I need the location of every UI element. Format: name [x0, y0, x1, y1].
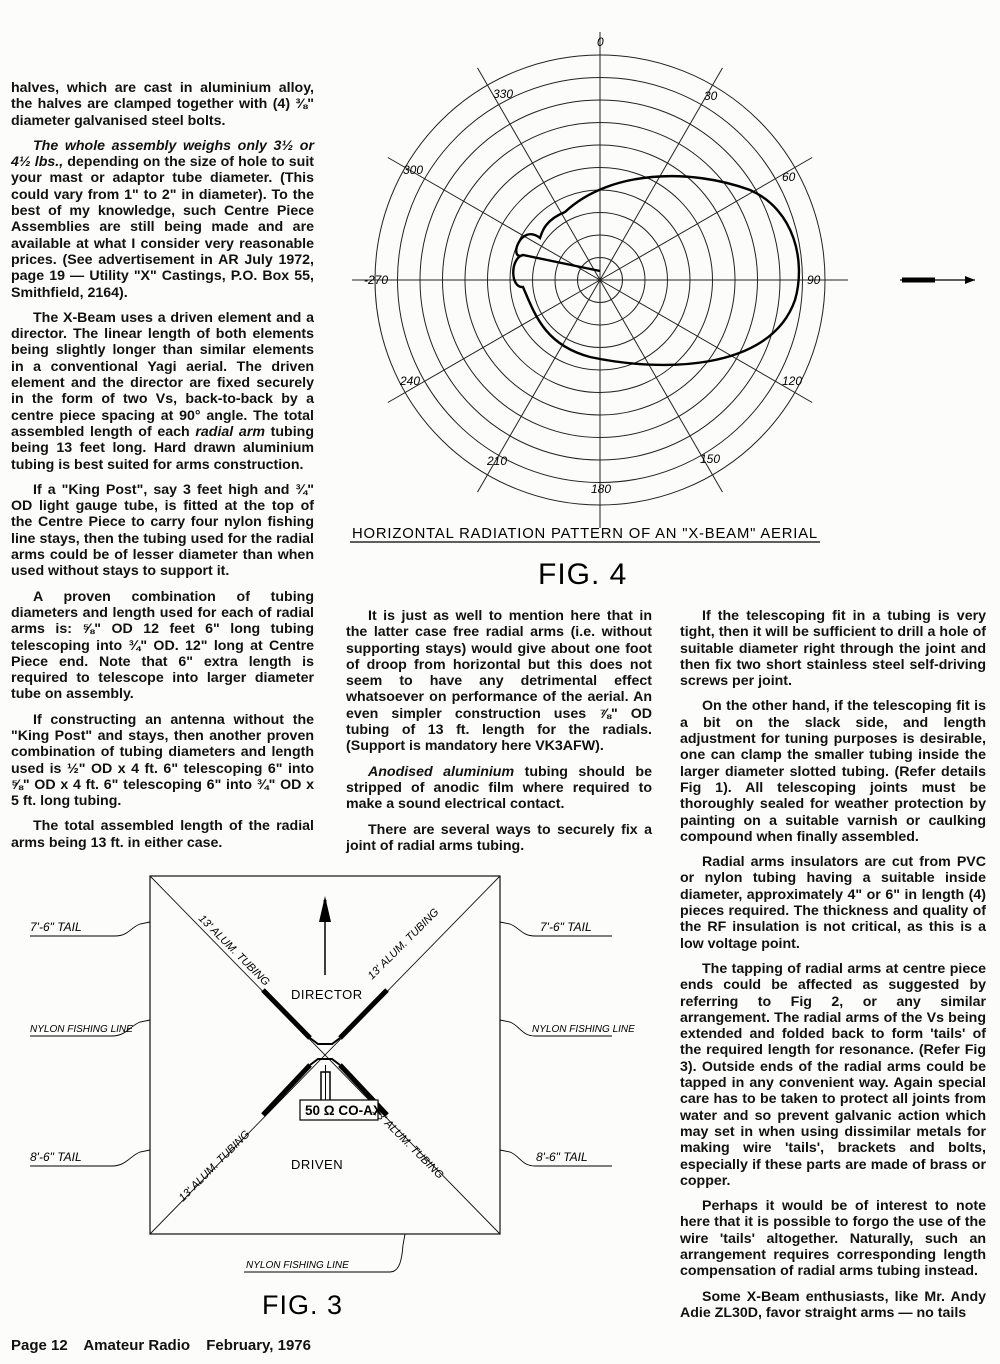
angle-label: 120 [782, 374, 803, 388]
polar-spoke [600, 280, 812, 403]
centre-piece-bottom [310, 1059, 340, 1065]
fig4-label: FIG. 4 [538, 558, 628, 591]
centre-piece-top [310, 1038, 340, 1044]
tail-label: 7'-6" TAIL [540, 920, 592, 934]
angle-label: 330 [493, 87, 514, 101]
angle-label: 150 [700, 452, 721, 466]
paragraph: The tapping of radial arms at centre piece ends could be affected as suggested by referring to Fig 2, or any similar arrangement. The radial arms of the Vs being extended and folded back to form 'tails' of the required length for resonance. (Refer Fig 3). Outside ends of the radial arms could be tapped in any convenient way. Again special care has to be taken to protect all joints from water and so prevent galvanic action which may set in when using dissimilar metals for making wire 'tails', brackets and bolts, especially if these parts are made of brass or copper. [680, 960, 986, 1189]
italic-text: Anodised aluminium [368, 763, 515, 780]
paragraph: It is just as well to mention here that in the latter case free radial arms (i.e. without supporting stays) would give about one foot of droop from horizontal but this does not seem to have any detrimental effect whatsoever on performance of the aerial. An even simpler construction uses ⅞" OD tubing of 13 ft. length for the radials. (Support is mandatory here VK3AFW). [346, 608, 652, 755]
angle-label: 300 [403, 163, 424, 177]
paragraph: If a "King Post", say 3 feet high and ¾" OD light gauge tube, is fitted at the top of the Centre Piece to carry four nylon fishing line stays, then the tubing used for the radial arms could be of lesser diameter than when used without stays to support it. [11, 481, 314, 580]
text: tubing should be stripped of anodic film where required to make a sound electrical contact. [346, 763, 652, 813]
text: depending on the size of hole to suit your mast or adaptor tube diameter. (This could vary from 1" to 2" in diameter). To the best of my knowledge, such Centre Piece Assemblies are still being made and are available at what I consider very reasonable prices. (See advertisement in AR July 1972, page 19 — Utility "X" Castings, P.O. Box 55, Smithfield, 2164). [11, 154, 314, 301]
fig3-label: FIG. 3 [262, 1290, 344, 1320]
angle-label: -270 [364, 273, 389, 287]
angle-label: 240 [400, 374, 421, 388]
middle-text-column [346, 608, 652, 863]
fig3-xbeam-diagram [0, 860, 680, 1330]
director-label: DIRECTOR [291, 987, 363, 1002]
angle-label: 180 [591, 482, 612, 496]
paragraph: If constructing an antenna without the "King Post" and stays, then another proven combination of tubing diameters and length used is ½" OD x 4 ft. 6" telescoping 6" into ⅝" OD x 4 ft. 6" telescoping 6" into ¾" OD x 5 ft. long tubing. [11, 711, 314, 810]
italic-text: The whole assembly weighs only 3½ or 4½ lbs., [11, 137, 314, 171]
issue-date: February, 1976 [206, 1337, 311, 1354]
nylon-label: NYLON FISHING LINE [30, 1024, 133, 1035]
magazine-name: Amateur Radio [83, 1337, 191, 1354]
driven-label: DRIVEN [291, 1157, 344, 1172]
angle-label: 60 [782, 170, 796, 184]
fig4-caption: HORIZONTAL RADIATION PATTERN OF AN "X-BEAM" AERIAL [352, 526, 818, 542]
right-text-column [680, 608, 986, 1330]
paragraph [346, 764, 652, 813]
page-number: Page 12 [11, 1337, 68, 1354]
paragraph: If the telescoping fit in a tubing is very tight, then it will be sufficient to drill a hole of suitable diameter right through the joint and then fix two short stainless steel self-driving screws per joint. [680, 608, 986, 690]
angle-label: 210 [487, 454, 508, 468]
nylon-label: NYLON FISHING LINE [532, 1024, 635, 1035]
coax-label: 50 Ω CO-AX. [305, 1103, 386, 1118]
paragraph: halves, which are cast in aluminium alloy, the halves are clamped together with (4) ⅜" diameter galvanised steel bolts. [11, 80, 314, 129]
text: The X-Beam uses a driven element and a director. The linear length of both elements being slightly longer than similar elements in a conventional Yagi aerial. The driven element and the director are fixed securely in the form of two Vs, back-to-back by a centre piece spacing at 90° angle. The total assembled length of each [11, 309, 314, 440]
polar-spoke [600, 158, 812, 281]
fig4-polar-diagram [0, 0, 1000, 600]
paragraph: The total assembled length of the radial arms being 13 ft. in either case. [11, 818, 314, 851]
angle-label: 90 [807, 273, 821, 287]
paragraph: On the other hand, if the telescoping fit is a bit on the slack side, and length adjustment for tuning purposes is desirable, one can clamp the smaller tubing inside the larger diameter slotted tubing. (Refer details Fig 1). All telescoping joints must be thoroughly sealed for weather protection by painting on a suitable varnish or caulking compound when finally assembled. [680, 698, 986, 845]
paragraph: Some X-Beam enthusiasts, like Mr. Andy Adie ZL30D, favor straight arms — no tails [680, 1288, 986, 1321]
text: tubing being 13 feet long. Hard drawn aluminium tubing is best suited for arms construction. [11, 423, 314, 473]
page-footer [11, 1337, 323, 1354]
angle-label: 30 [704, 89, 718, 103]
paragraph: Perhaps it would be of interest to note here that it is possible to forgo the use of the wire 'tails' altogether. Naturally, such an arrangement requires corresponding length compensation of radial arms tubing instead. [680, 1198, 986, 1280]
polar-spokes [352, 32, 848, 528]
italic-text: radial arm [195, 423, 265, 440]
tail-label: 8'-6" TAIL [536, 1150, 588, 1164]
tubing-label: 13' ALUM. TUBING [369, 1105, 446, 1182]
arrow-head [965, 276, 975, 284]
tail-label: 7'-6" TAIL [30, 920, 82, 934]
tubing-label: 13' ALUM. TUBING [176, 1128, 253, 1205]
tubing-label: 13' ALUM. TUBING [195, 912, 272, 989]
nylon-label: NYLON FISHING LINE [246, 1260, 349, 1271]
tubing-label: 13' ALUM. TUBING [365, 906, 442, 983]
tail-label: 8'-6" TAIL [30, 1150, 82, 1164]
angle-label: 0 [597, 35, 604, 49]
paragraph: A proven combination of tubing diameters and length used for each of radial arms is: ⅝" OD 12 feet 6" long tubing telescoping into ¾" OD. 12" long at Centre Piece end. Note that 6" extra length is required to telescope into larger diameter tube on assembly. [11, 588, 314, 703]
paragraph: There are several ways to securely fix a joint of radial arms tubing. [346, 821, 652, 854]
paragraph: Radial arms insulators are cut from PVC or nylon tubing having a suitable inside diameter, approximately 4" or 6" in length (4) pieces required. The thickness and quality of the RF insulation is not critical, as this is a low voltage point. [680, 854, 986, 952]
